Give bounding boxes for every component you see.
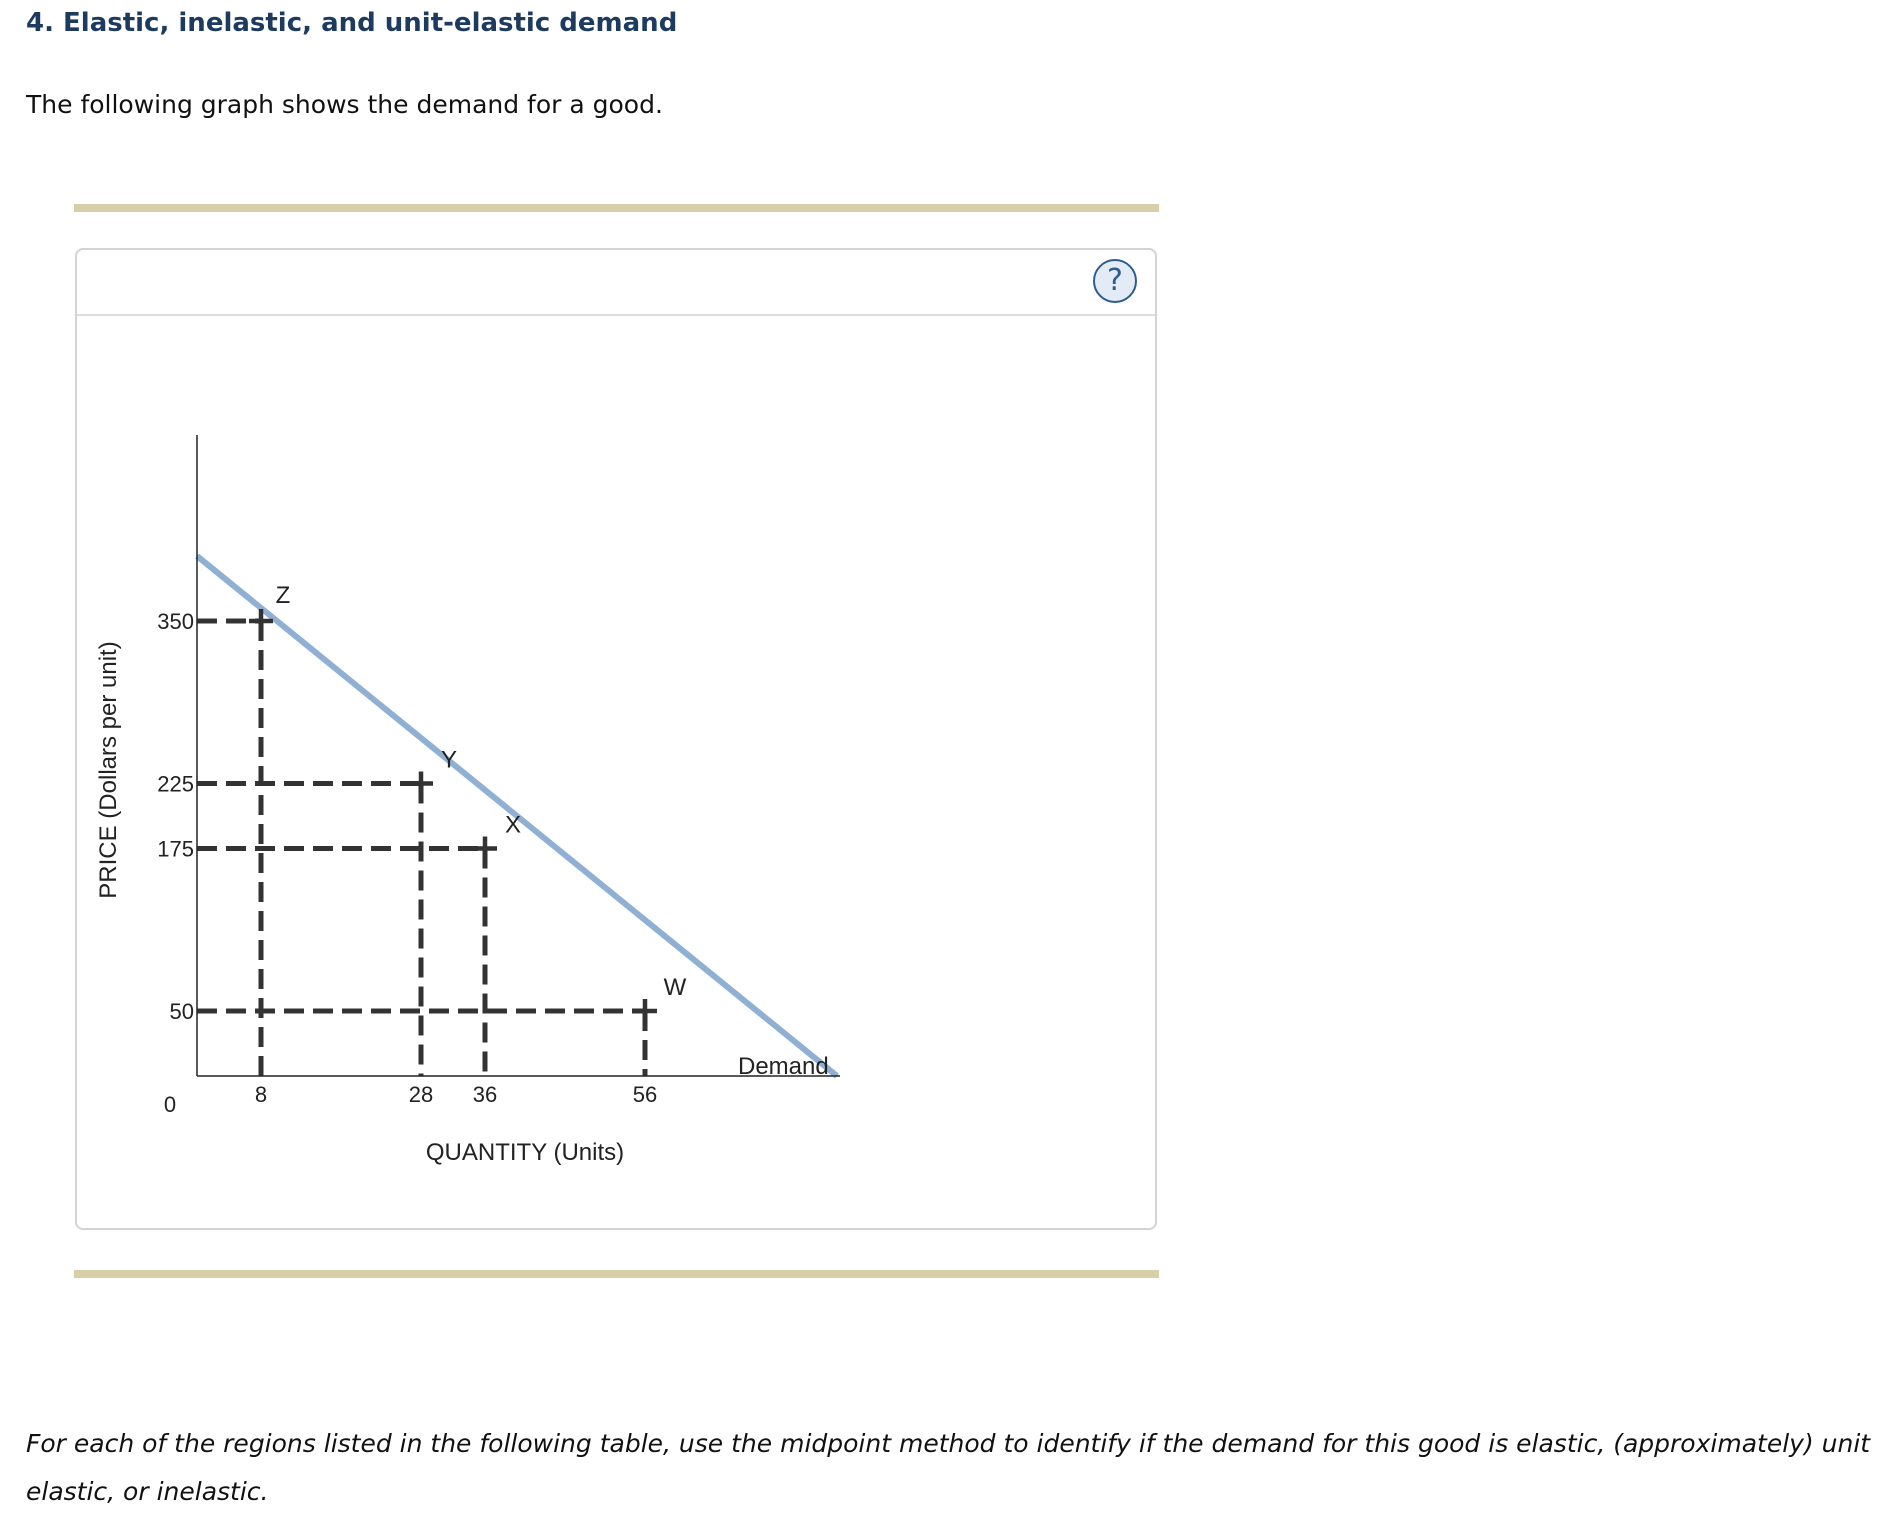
- y-tick-label-175: 175: [157, 836, 194, 862]
- y-tick-label-225: 225: [157, 771, 194, 797]
- origin-label: 0: [163, 1092, 177, 1117]
- instructions-text: For each of the regions listed in the following table, use the midpoint method to identify if the demand for this good is elastic, (approximately) unit elastic, or inelastic.: [26, 1429, 1871, 1506]
- x-axis-title: QUANTITY (Units): [425, 1139, 625, 1166]
- point-label-x: X: [504, 811, 522, 839]
- bottom-divider: [74, 1270, 1159, 1278]
- question-mark-icon: ?: [1107, 263, 1123, 298]
- point-marker-y: [409, 772, 433, 796]
- point-marker-w: [633, 999, 657, 1023]
- y-axis-title: PRICE (Dollars per unit): [95, 641, 122, 899]
- x-tick-label-56: 56: [632, 1082, 658, 1107]
- y-tick-label-350: 350: [157, 609, 194, 634]
- point-label-z: Z: [275, 582, 291, 609]
- question-heading: 4. Elastic, inelastic, and unit-elastic demand: [26, 8, 678, 38]
- x-tick-label-8: 8: [254, 1082, 268, 1107]
- y-tick-label-50: 50: [169, 999, 194, 1024]
- intro-text: The following graph shows the demand for a good.: [26, 90, 663, 119]
- demand-label: Demand: [738, 1053, 829, 1080]
- point-label-y: Y: [440, 746, 458, 774]
- point-label-w: W: [663, 974, 687, 1001]
- point-marker-x: [473, 837, 497, 861]
- x-tick-label-28: 28: [408, 1082, 434, 1107]
- x-tick-label-36: 36: [472, 1082, 498, 1107]
